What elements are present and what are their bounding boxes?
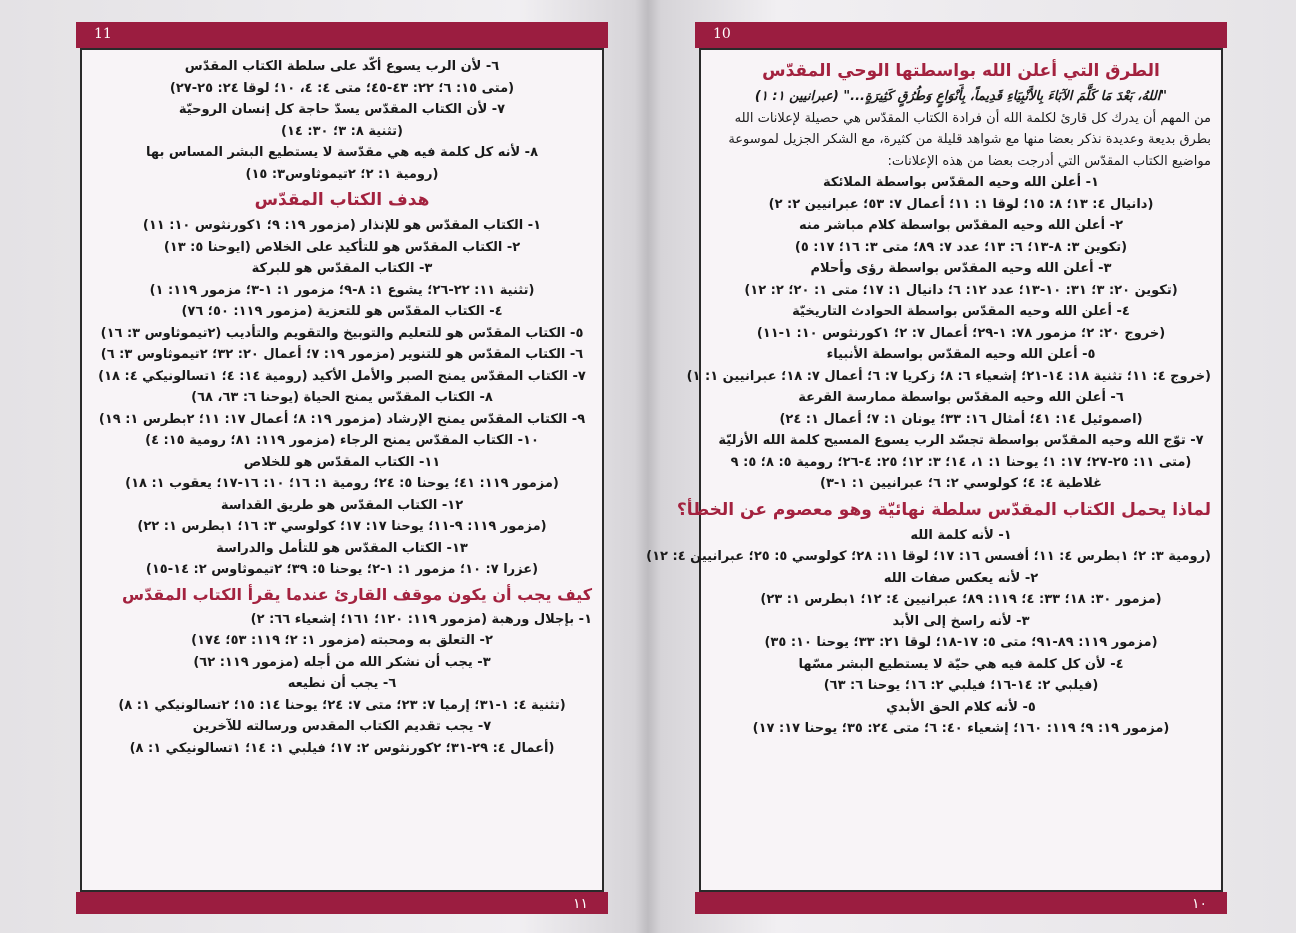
text-line: ٤- لأن كل كلمة فيه هي حيّة لا يستطيع البشر مسّها	[798, 656, 1124, 672]
text-line: ١- أعلن الله وحيه المقدّس بواسطة الملائكة	[823, 175, 1099, 190]
text-line: ٧- الكتاب المقدّس يمنح الصبر والأمل الأكيد (رومية ١٤: ٤؛ ١تسالونيكي ٤: ١٨)	[98, 368, 586, 384]
text-line: ١٠- الكتاب المقدّس يمنح الرجاء (مزمور ١١٩: ٨١؛ رومية ١٥: ٤)	[145, 433, 539, 448]
text-line: (متى ١١: ٢٥-٢٧؛ ١٧: ١؛ يوحنا ١: ١، ١٤؛ ٣: ١٢؛ ٢٥: ٤-٢٦؛ رومية ٥: ٨؛ ٥: ٩	[730, 454, 1192, 470]
text-line: (عزرا ٧: ١٠؛ مزمور ١: ١-٢؛ يوحنا ٥: ٣٩؛ ٢تيموثاوس ٢: ١٤-١٥)	[145, 562, 539, 577]
text-line: (تثنية ١١: ٢٢-٢٦؛ يشوع ١: ٨-٩؛ مزمور ١: ١-٣؛ مزمور ١١٩: ١)	[149, 282, 535, 298]
text-line: "اللهُ، بَعْدَ مَا كَلَّمَ الآبَاءَ بِالأَنْبِيَاءِ قَدِيماً، بِأَنْوَاعٍ وَطُرُقٍ كَثِيرَةٍ..." (عبرانيين ١: ١)	[754, 89, 1168, 104]
text-line: ١٣- الكتاب المقدّس هو للتأمل والدراسة	[216, 540, 468, 556]
text-line: (تثنية ٤: ١-٣١؛ إرميا ٧: ٢٣؛ متى ٧: ٢٤؛ يوحنا ١٤: ١٥؛ ٢تسالونيكي ١: ٨)	[118, 697, 566, 713]
text-line: ١- بإجلال ورهبة (مزمور ١١٩: ١٢٠؛ ١٦١؛ إشعياء ٦٦: ٢)	[250, 611, 592, 627]
text-line: (خروج ٢٠: ٢؛ مزمور ٧٨: ١-٢٩؛ أعمال ٧: ٢؛ ١كورنثوس ١٠: ١-١١)	[756, 325, 1166, 341]
text-line: ٣- لأنه راسخ إلى الأبد	[892, 613, 1030, 629]
text-line: ٥- الكتاب المقدّس هو للتعليم والتوبيخ والتقويم والتأديب (٢تيموثاوس ٣: ١٦)	[100, 325, 584, 341]
text-line: (رومية ١: ٢؛ ٢تيموثاوس٣: ١٥)	[245, 166, 439, 182]
text-line: ٢- التعلق به ومحبته (مزمور ١: ٢؛ ١١٩: ٥٣؛ ١٧٤)	[191, 633, 493, 648]
text-line: ٧- توّج الله وحيه المقدّس بواسطة تجسّد الرب يسوع المسيح كلمة الله الأزليّة	[718, 433, 1204, 448]
left-page	[76, 22, 608, 914]
text-line: (تكوين ٣: ٨-١٣؛ ٦: ١٣؛ عدد ٧: ٨٩؛ متى ٣: ١٦؛ ١٧: ٥)	[794, 239, 1128, 255]
text-line: (رومية ٣: ٢؛ ١بطرس ٤: ١١؛ أفسس ١٦: ١٧؛ لوقا ١١: ٢٨؛ كولوسي ٥: ٢٥؛ عبرانيين ٤: ١٢)	[646, 549, 1211, 564]
text-line: ٧- يجب تقديم الكتاب المقدس ورسالته للآخرين	[192, 719, 492, 734]
text-line: (مزمور ١١٩: ٤١؛ يوحنا ٥: ٢٤؛ رومية ١: ١٦؛ ١٠: ١٦-١٧؛ يعقوب ١: ١٨)	[125, 476, 559, 491]
text-line: ٨- لأنه كل كلمة فيه هي مقدّسة لا يستطيع البشر المساس بها	[146, 145, 538, 160]
text-line: (فيلبي ٢: ١٤-١٦؛ فيلبي ٢: ١٦؛ يوحنا ٦: ٦٣)	[823, 678, 1099, 693]
text-line: ١- لأنه كلمة الله	[910, 527, 1012, 543]
text-line: بطرق بديعة وعديدة نذكر بعضا منها مع شواهد قليلة من كثيرة، مع الشكر الجزيل لموسوعة	[728, 132, 1211, 147]
text-line: (مزمور ١١٩: ٨٩-٩١؛ متى ٥: ١٧-١٨؛ لوقا ٢١: ٣٣؛ يوحنا ١٠: ٣٥)	[764, 635, 1158, 650]
page-number-top: 11	[94, 26, 112, 42]
text-line: (دانيال ٤: ١٣؛ ٨: ١٥؛ لوقا ١: ١١؛ أعمال ٧: ٥٣؛ عبرانيين ٢: ٢)	[768, 196, 1154, 212]
text-line: (اصموئيل ١٤: ٤١؛ أمثال ١٦: ٣٣؛ يونان ١: ٧؛ أعمال ١: ٢٤)	[779, 411, 1143, 427]
text-line: (متى ١٥: ٦؛ ٢٢: ٤٣-٤٥؛ متى ٤: ٤، ١٠؛ لوقا ٢٤: ٢٥-٢٧)	[169, 80, 515, 96]
text-line: (تكوين ٢٠: ٣؛ ٣١: ١٠-١٣؛ عدد ١٢: ٦؛ دانيال ١: ١٧؛ متى ١: ٢٠؛ ٢: ١٢)	[744, 282, 1178, 298]
text-line: ٢- أعلن الله وحيه المقدّس بواسطة كلام مباشر منه	[798, 218, 1124, 233]
bottom-footer-band	[76, 892, 608, 914]
text-line: ٢- الكتاب المقدّس هو للتأكيد على الخلاص (ايوحنا ٥: ١٣)	[163, 239, 521, 255]
text-line: (مزمور ٣٠: ١٨؛ ٣٣: ٤؛ ١١٩: ٨٩؛ عبرانيين ٤: ١٢؛ ١بطرس ١: ٢٣)	[760, 592, 1162, 607]
text-line: ٣- أعلن الله وحيه المقدّس بواسطة رؤى وأحلام	[810, 261, 1112, 276]
text-line: (خروج ٤: ١١؛ تثنية ١٨: ١٤-٢١؛ إشعياء ٦: ٨؛ زكريا ٧: ٦؛ أعمال ٧: ١٨؛ عبرانيين ١: ١)	[686, 368, 1211, 384]
section-heading: لماذا يحمل الكتاب المقدّس سلطة نهائيّة وهو معصوم عن الخطأ؟	[676, 499, 1211, 520]
bottom-footer-band	[695, 892, 1227, 914]
text-line: ٥- أعلن الله وحيه المقدّس بواسطة الأنبياء	[826, 347, 1096, 362]
text-line: (تثنية ٨: ٣؛ ٣٠: ١٤)	[281, 123, 403, 139]
text-line: ٢- لأنه يعكس صفات الله	[883, 570, 1039, 586]
text-line: ٨- الكتاب المقدّس يمنح الحياة (يوحنا ٦: ٦٣، ٦٨)	[191, 390, 493, 405]
page-number-bottom: ١٠	[1191, 896, 1207, 912]
text-line: (أعمال ٤: ٢٩-٣١؛ ٢كورنثوس ٢: ١٧؛ فيلبي ١: ١٤؛ ١تسالونيكي ١: ٨)	[129, 740, 555, 756]
text-line: ١١- الكتاب المقدّس هو للخلاص	[243, 454, 441, 470]
page-number-top: 10	[713, 26, 731, 42]
text-line: ٣- يجب أن نشكر الله من أجله (مزمور ١١٩: ٦٢)	[193, 654, 491, 670]
right-page	[646, 22, 1227, 914]
top-header-band	[76, 22, 608, 48]
section-heading: كيف يجب أن يكون موقف القارئ عندما يقرأ الكتاب المقدّس	[121, 584, 592, 604]
text-line: ٦- يجب أن نطيعه	[287, 676, 397, 691]
text-line: (مزمور ١٩: ٩؛ ١١٩: ١٦٠؛ إشعياء ٤٠: ٦؛ متى ٢٤: ٣٥؛ يوحنا ١٧: ١٧)	[752, 721, 1170, 736]
text-line: ٣- الكتاب المقدّس هو للبركة	[251, 261, 433, 276]
text-line: (مزمور ١١٩: ٩-١١؛ يوحنا ١٧: ١٧؛ كولوسي ٣: ١٦؛ ١بطرس ١: ٢٢)	[137, 519, 547, 534]
text-line: ٥- لأنه كلام الحق الأبدي	[886, 699, 1036, 715]
text-line: ٦- لأن الرب يسوع أكّد على سلطة الكتاب المقدّس	[184, 59, 500, 74]
section-heading: الطرق التي أعلن الله بواسطتها الوحي المقدّس	[762, 61, 1160, 81]
section-heading: هدف الكتاب المقدّس	[254, 190, 430, 210]
text-line: ٦- أعلن الله وحيه المقدّس بواسطة ممارسة القرعة	[798, 390, 1124, 405]
page-number-bottom: ١١	[572, 896, 588, 912]
right-page-content	[646, 48, 1223, 892]
top-header-band	[695, 22, 1227, 48]
text-line: ٩- الكتاب المقدّس يمنح الإرشاد (مزمور ١٩: ٨؛ أعمال ١٧: ١١؛ ٢بطرس ١: ١٩)	[98, 411, 586, 427]
text-line: ٦- الكتاب المقدّس هو للتنوير (مزمور ١٩: ٧؛ أعمال ٢٠: ٣٢؛ ٢تيموثاوس ٣: ٦)	[100, 347, 584, 362]
text-line: ٤- الكتاب المقدّس هو للتعزية (مزمور ١١٩: ٥٠؛ ٧٦)	[181, 304, 503, 319]
text-line: ٧- لأن الكتاب المقدّس يسدّ حاجة كل إنسان الروحيّة	[178, 102, 506, 117]
text-line: غلاطية ٤: ٤؛ كولوسي ٢: ٦؛ عبرانيين ١: ١-٣)	[820, 476, 1102, 491]
text-line: ١- الكتاب المقدّس هو للإنذار (مزمور ١٩: ٩؛ ١كورنثوس ١٠: ١١)	[142, 218, 542, 233]
text-line: مواضيع الكتاب المقدّس التي أدرجت بعضا من هذه الإعلانات:	[887, 153, 1211, 169]
left-page-content	[80, 48, 604, 892]
text-line: ٤- أعلن الله وحيه المقدّس بواسطة الحوادث التاريخيّة	[792, 304, 1130, 319]
text-line: ١٢- الكتاب المقدّس هو طريق القداسة	[220, 497, 464, 513]
text-line: من المهم أن يدرك كل قارئ لكلمة الله أن فرادة الكتاب المقدّس هي حصيلة لإعلانات الله	[734, 110, 1211, 126]
